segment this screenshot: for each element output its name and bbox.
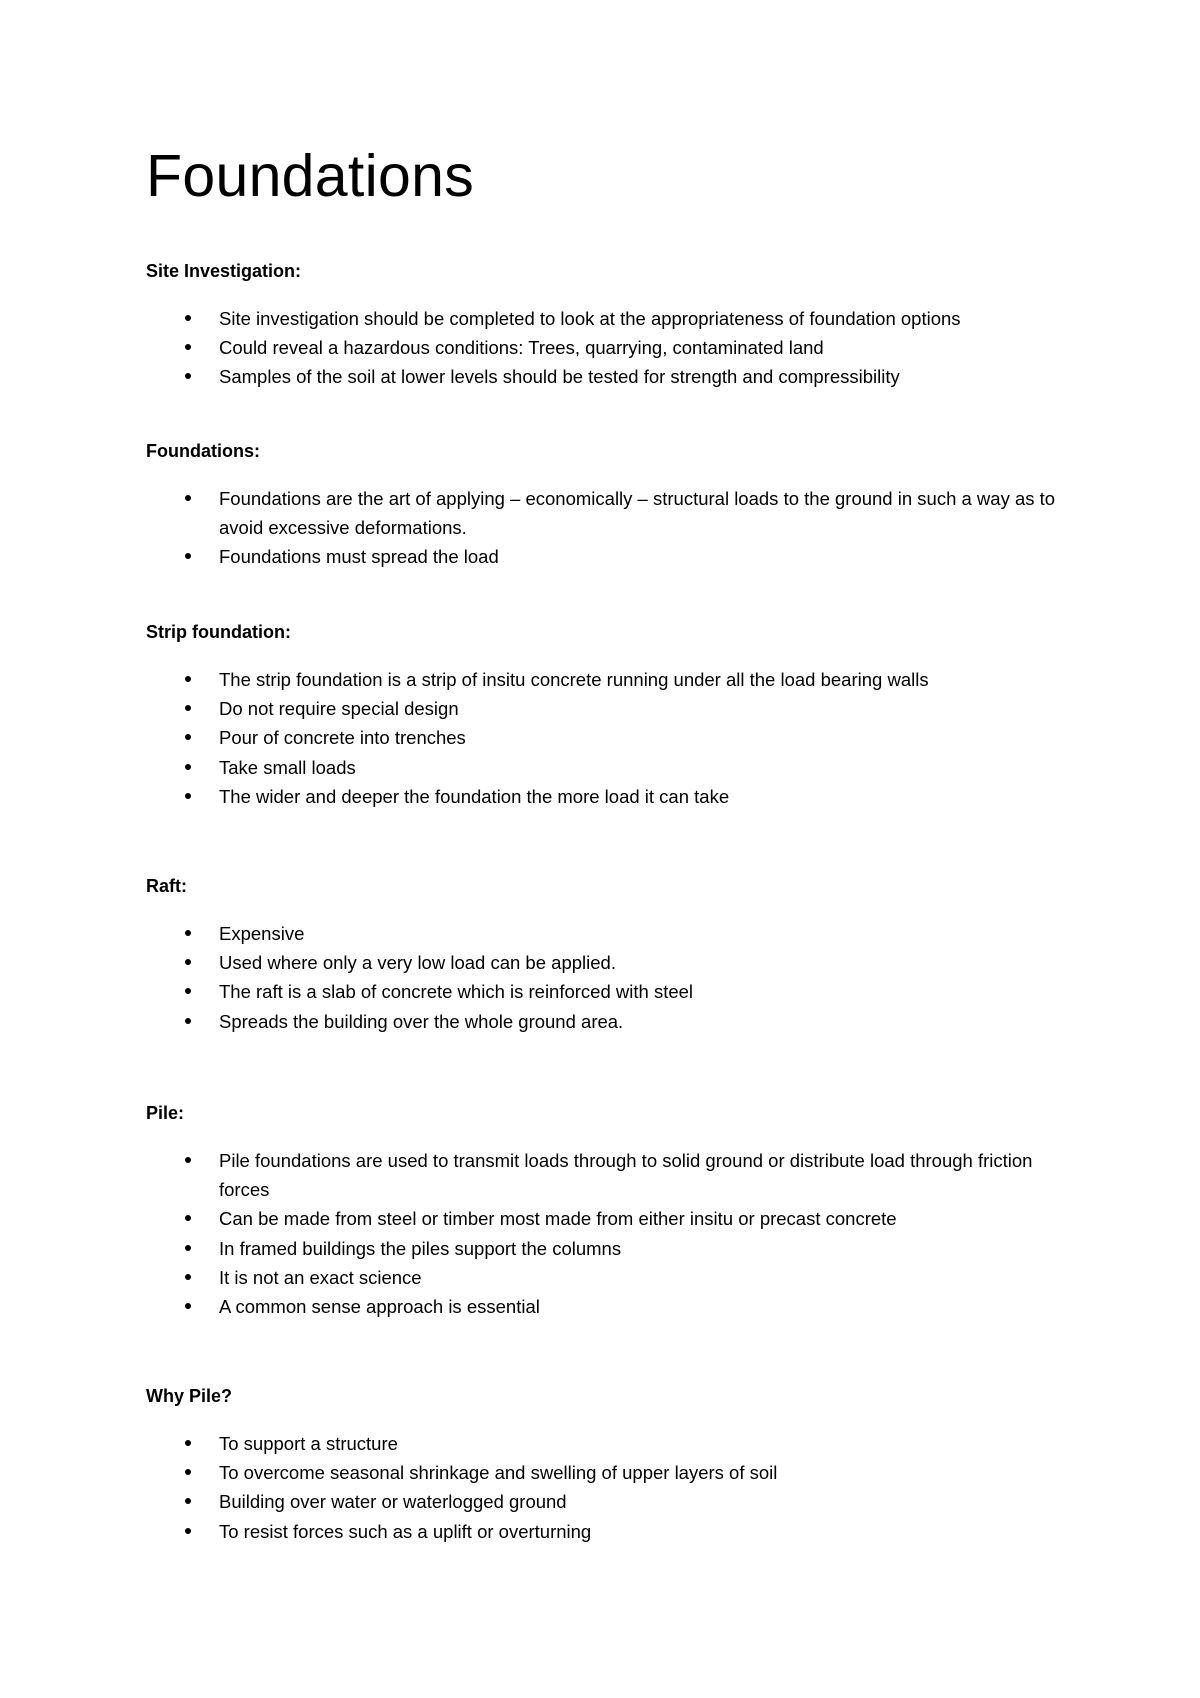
list-item [146,1007,1086,1036]
list-item-text: The strip foundation is a strip of insitu concrete running under all the load bearing walls [219,669,929,690]
section-heading: Foundations: [146,441,260,461]
list-item-text: Do not require special design [219,698,459,720]
bullet-icon [185,1157,191,1163]
list-item-text: To resist forces such as a uplift or overturning [219,1520,592,1542]
section-heading: Site Investigation: [146,261,302,281]
list-item [146,753,1086,782]
bullet-icon [185,1440,191,1446]
bullet-icon [185,1245,191,1251]
list-item [146,948,1086,977]
list-item [146,977,1086,1006]
list-item-text: It is not an exact science [219,1266,422,1288]
list-item-text: Site investigation should be completed to look at the appropriateness of foundation options [219,308,961,329]
list-item [146,665,1086,694]
list-item [146,1429,1086,1458]
list-item-text: Take small loads [219,756,356,778]
bullet-icon [185,793,191,799]
section-heading: Why Pile? [146,1386,233,1406]
bullet-icon [185,930,191,936]
list-item-text: Pile foundations are used to transmit loads through to solid ground or distribute load through friction forces [219,1150,1033,1201]
bullet-icon [185,1215,191,1221]
list-item [146,1234,1086,1263]
list-item [146,1146,1086,1204]
section-foundations [146,439,1086,572]
list-item-text: Could reveal a hazardous conditions: Trees, quarrying, contaminated land [219,337,824,359]
section-site-investigation [146,259,1086,392]
bullet-icon [185,495,191,501]
section-heading: Strip foundation: [146,622,291,642]
bullet-icon [185,676,191,682]
list-item [146,304,1086,333]
bullet-icon [185,344,191,350]
bullet-icon [185,1528,191,1534]
bullet-icon [185,734,191,740]
list-item [146,782,1086,811]
list-item [146,484,1086,542]
bullet-icon [185,1303,191,1309]
bullet-icon [185,553,191,559]
bullet-icon [185,988,191,994]
list-item-text: Foundations must spread the load [219,546,499,568]
bullet-icon [185,705,191,711]
list-item-text: Foundations are the art of applying – economically – structural loads to the ground in such a way as to avoid excessive deformations. [219,488,1056,539]
list-item [146,1263,1086,1292]
page-title: Foundations [146,143,475,209]
list-item-text: Pour of concrete into trenches [219,727,466,749]
list-item-text: Spreads the building over the whole ground area. [219,1010,624,1032]
list-item-text: The wider and deeper the foundation the more load it can take [219,785,730,807]
list-item-text: Used where only a very low load can be applied. [219,952,616,974]
list-item-text: In framed buildings the piles support the columns [219,1237,622,1259]
bullet-list [146,484,1086,572]
list-item [146,919,1086,948]
list-item-text: Building over water or waterlogged ground [219,1491,567,1513]
list-item-text: Expensive [219,923,305,944]
list-item-text: Can be made from steel or timber most made from either insitu or precast concrete [219,1208,897,1230]
list-item [146,362,1086,391]
section-strip-foundation [146,620,1086,811]
bullet-list [146,665,1086,811]
section-heading: Pile: [146,1103,185,1123]
bullet-list [146,1146,1086,1321]
bullet-icon [185,1018,191,1024]
section-raft [146,874,1086,1036]
list-item [146,1458,1086,1487]
section-why-pile [146,1384,1086,1546]
list-item [146,1517,1086,1546]
list-item [146,694,1086,723]
list-item-text: The raft is a slab of concrete which is reinforced with steel [219,981,694,1003]
section-pile [146,1101,1086,1321]
list-item-text: A common sense approach is essential [219,1296,540,1318]
bullet-list [146,304,1086,392]
list-item-text: To support a structure [219,1433,398,1454]
list-item [146,1292,1086,1321]
list-item [146,723,1086,752]
bullet-icon [185,1498,191,1504]
list-item-text: To overcome seasonal shrinkage and swelling of upper layers of soil [219,1462,778,1484]
bullet-list [146,919,1086,1036]
bullet-icon [185,373,191,379]
list-item [146,542,1086,571]
bullet-icon [185,764,191,770]
bullet-icon [185,1274,191,1280]
list-item [146,1487,1086,1516]
list-item-text: Samples of the soil at lower levels should be tested for strength and compressibility [219,366,900,388]
list-item [146,1204,1086,1233]
section-heading: Raft: [146,876,187,896]
list-item [146,333,1086,362]
bullet-list [146,1429,1086,1546]
bullet-icon [185,315,191,321]
bullet-icon [185,1469,191,1475]
bullet-icon [185,959,191,965]
